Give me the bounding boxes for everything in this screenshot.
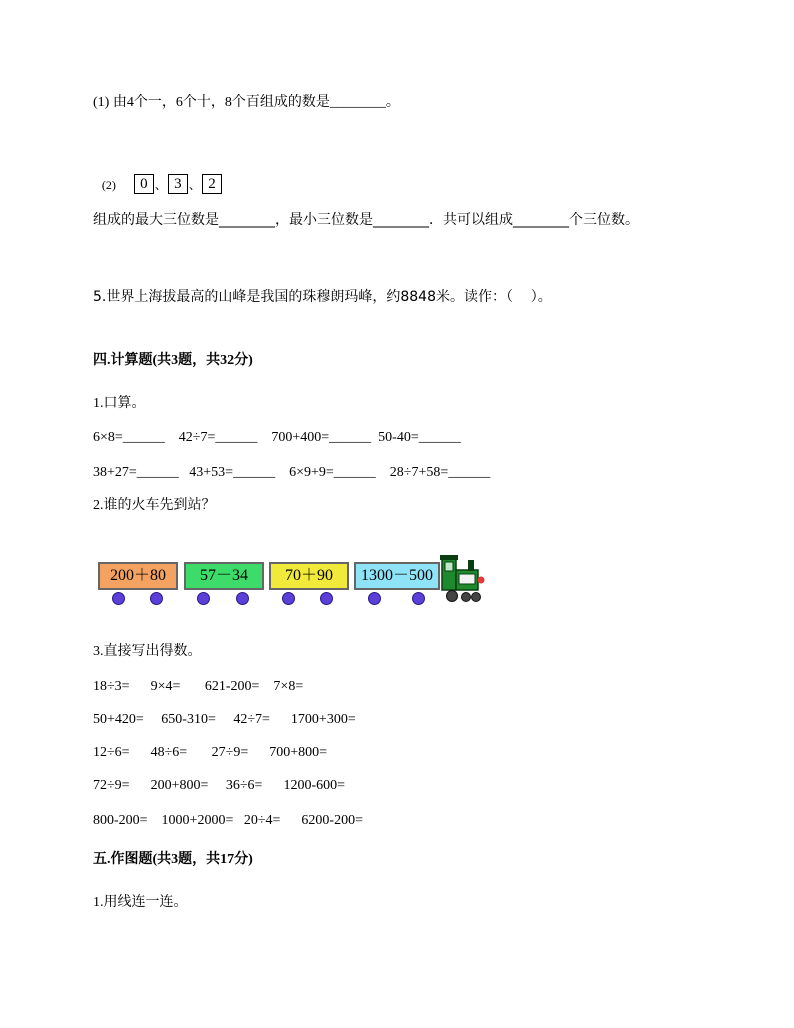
train-car-2: 57－34 [184, 562, 264, 590]
direct-answer-row-5: 800-200= 1000+2000= 20÷4= 6200-200= [93, 813, 363, 828]
question-2-digits [93, 156, 222, 194]
wheel [112, 592, 125, 605]
section-4-title: 四.计算题(共3题，共32分) [93, 353, 253, 368]
question-2-text: 组成的最大三位数是________，最小三位数是________．共可以组成________个三位数。 [93, 212, 639, 228]
wheel [150, 592, 163, 605]
digit-card: 2 [202, 174, 222, 194]
direct-answer-row-4: 72÷9= 200+800= 36÷6= 1200-600= [93, 778, 346, 793]
train-car-1: 200＋80 [98, 562, 178, 590]
question-1: (1) 由4个一，6个十，8个百组成的数是________。 [93, 95, 400, 110]
wheel [236, 592, 249, 605]
mental-math-row-2: 38+27=______ 43+53=______ 6×9+9=______ 28÷7+58=______ [93, 465, 491, 480]
direct-answer-row-1: 18÷3= 9×4= 621-200= 7×8= [93, 679, 304, 694]
train-car-3: 70＋90 [269, 562, 349, 590]
digit-card: 3 [168, 174, 188, 194]
wheel [197, 592, 210, 605]
mental-math-row-1: 6×8=______ 42÷7=______ 700+400=______ 50-40=______ [93, 430, 461, 445]
direct-answer-row-3: 12÷6= 48÷6= 27÷9= 700+800= [93, 745, 328, 760]
wheel [282, 592, 295, 605]
question-5: 5.世界上海拔最高的山峰是我国的珠穆朗玛峰，约8848米。读作：（ ）。 [93, 289, 552, 305]
wheel [320, 592, 333, 605]
separator: 、 [154, 178, 167, 192]
wheel [412, 592, 425, 605]
section-5-problem-1-title: 1.用线连一连。 [93, 895, 188, 910]
locomotive-icon [438, 552, 486, 604]
problem-3-title: 3.直接写出得数。 [93, 644, 202, 659]
digit-card: 0 [134, 174, 154, 194]
question-2-number: (2) [101, 178, 116, 192]
problem-1-title: 1.口算。 [93, 396, 146, 411]
train-car-4: 1300－500 [354, 562, 440, 590]
direct-answer-row-2: 50+420= 650-310= 42÷7= 1700+300= [93, 712, 356, 727]
problem-2-title: 2.谁的火车先到站？ [93, 498, 216, 513]
wheel [368, 592, 381, 605]
section-5-title: 五.作图题(共3题，共17分) [93, 852, 253, 867]
train-illustration [98, 552, 488, 608]
separator: 、 [188, 178, 201, 192]
